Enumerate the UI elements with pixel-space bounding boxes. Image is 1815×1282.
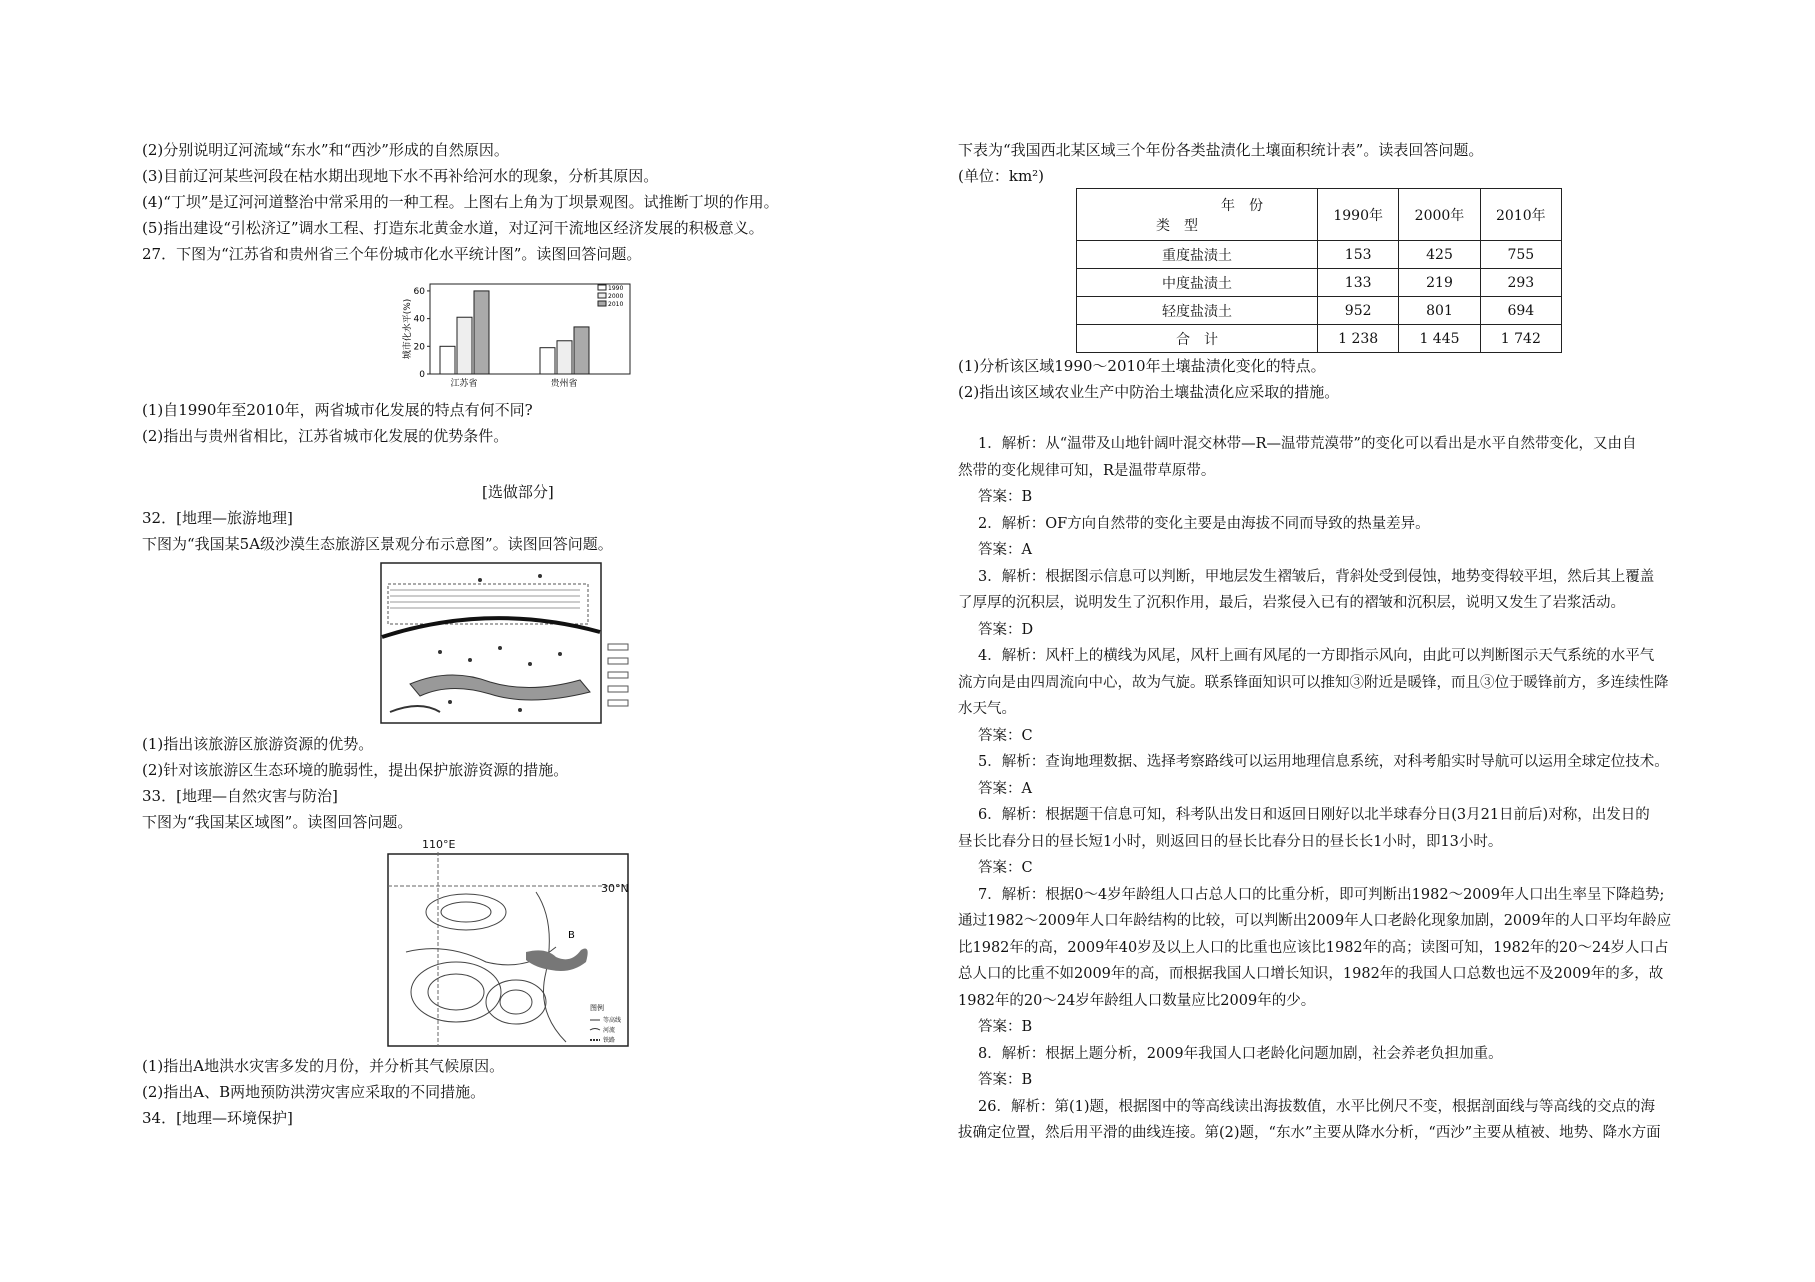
- answer-line: 答案：A: [978, 542, 1032, 558]
- q32-sub1: (1)指出该旅游区旅游资源的优势。: [142, 735, 374, 753]
- category-label: 江苏省: [450, 379, 478, 389]
- cell: 755: [1480, 241, 1561, 269]
- answer-line: 6．解析：根据题干信息可知，科考队出发日和返回日刚好以北半球春分日(3月21日前后)对称，出发日的: [978, 807, 1650, 823]
- cell: 1 445: [1399, 325, 1480, 353]
- cell: 1 742: [1480, 325, 1561, 353]
- answer-line: 3．解析：根据图示信息可以判断，甲地层发生褶皱后，背斜处受到侵蚀，地势变得较平坦，然后其上覆盖: [978, 568, 1655, 585]
- row-label: 重度盐渍土: [1077, 241, 1318, 269]
- answer-line: 5．解析：查询地理数据、选择考察路线可以运用地理信息系统，对科考船实时导航可以运用全球定位技术。: [978, 754, 1669, 770]
- q33-head: 33．[地理—自然灾害与防治]: [142, 787, 338, 805]
- answer-line: 答案：B: [978, 489, 1033, 505]
- answer-line: 水天气。: [958, 701, 1016, 717]
- q26-sub4: (4)“丁坝”是辽河河道整治中常采用的一种工程。上图右上角为丁坝景观图。试推断丁坝的作用。: [142, 193, 779, 211]
- q27-sub1: (1)自1990年至2010年，两省城市化发展的特点有何不同?: [142, 401, 533, 419]
- answer-line: 然带的变化规律可知，R是温带草原带。: [958, 462, 1216, 479]
- table-row: [1077, 241, 1562, 269]
- point-b-label: B: [568, 930, 575, 941]
- bar-2000-0: [457, 317, 472, 374]
- answer-line: 1．解析：从“温带及山地针阔叶混交林带—R—温带荒漠带”的变化可以看出是水平自然带变化，又由自: [978, 436, 1637, 452]
- answer-line: 答案：B: [978, 1019, 1033, 1035]
- answer-line: 4．解析：风杆上的横线为风尾，风杆上画有风尾的一方即指示风向，由此可以判断图示天气系统的水平气: [978, 648, 1655, 664]
- desert-tourism-map: [380, 562, 642, 724]
- q26-sub3: (3)目前辽河某些河段在枯水期出现地下水不再补给河水的现象，分析其原因。: [142, 167, 659, 185]
- year-2000: 2000年: [1399, 189, 1480, 241]
- answer-line: 拔确定位置，然后用平滑的曲线连接。第(2)题，“东水”主要从降水分析，“西沙”主要从植被、地势、降水方面: [958, 1125, 1661, 1141]
- q34-sub2: (2)指出该区域农业生产中防治土壤盐渍化应采取的措施。: [958, 383, 1340, 401]
- answer-line: 答案：D: [978, 621, 1034, 638]
- q34-sub1: (1)分析该区域1990～2010年土壤盐渍化变化的特点。: [958, 357, 1326, 375]
- y-tick-label: 40: [413, 314, 425, 325]
- answer-line: 总人口的比重不如2009年的高，而根据我国人口增长知识，1982年的我国人口总数也远不及2009年的多，故: [958, 966, 1664, 982]
- answer-line: 了厚厚的沉积层，说明发生了沉积作用，最后，岩浆侵入已有的褶皱和沉积层，说明又发生了岩浆活动。: [958, 595, 1625, 611]
- cell: 801: [1399, 297, 1480, 325]
- legend-swatch: [598, 285, 606, 290]
- bar-1990-1: [540, 348, 555, 374]
- y-tick-label: 0: [419, 370, 425, 380]
- cell: 694: [1480, 297, 1561, 325]
- legend-swatch: [598, 293, 606, 298]
- cell: 425: [1399, 241, 1480, 269]
- answer-line: 8．解析：根据上题分析，2009年我国人口老龄化问题加剧，社会养老负担加重。: [978, 1045, 1503, 1062]
- q32-head: 32．[地理—旅游地理]: [142, 509, 293, 527]
- legend-river: 河流: [603, 1027, 616, 1034]
- legend-label: 1990: [608, 285, 624, 292]
- answer-line: 答案：A: [978, 780, 1032, 797]
- bar-1990-0: [440, 346, 455, 374]
- answer-line: 答案：C: [978, 860, 1033, 876]
- q32-intro: 下图为“我国某5A级沙漠生态旅游区景观分布示意图”。读图回答问题。: [142, 535, 613, 553]
- q33-intro: 下图为“我国某区域图”。读图回答问题。: [142, 813, 413, 831]
- latitude-label: 30°N: [601, 882, 629, 895]
- y-tick-label: 20: [413, 342, 425, 353]
- cell: 133: [1318, 269, 1399, 297]
- salinization-table: [1076, 188, 1562, 353]
- longitude-label: 110°E: [422, 838, 456, 851]
- table-row: [1077, 325, 1562, 353]
- q34-intro: 下表为“我国西北某区域三个年份各类盐渍化土壤面积统计表”。读表回答问题。: [958, 141, 1484, 159]
- answer-line: 7．解析：根据0～4岁年龄组人口占总人口的比重分析，即可判断出1982～2009年人口出生率呈下降趋势;: [978, 886, 1665, 903]
- table-row: [1077, 269, 1562, 297]
- row-label: 合 计: [1077, 325, 1318, 353]
- row-label: 轻度盐渍土: [1077, 297, 1318, 325]
- cell: 1 238: [1318, 325, 1399, 353]
- answer-line: 比1982年的高，2009年40岁及以上人口的比重也应该比1982年的高；读图可知，1982年的20～24岁人口占: [958, 939, 1669, 956]
- urbanization-bar-chart: [400, 274, 640, 394]
- cell: 952: [1318, 297, 1399, 325]
- q32-sub2: (2)针对该旅游区生态环境的脆弱性，提出保护旅游资源的措施。: [142, 761, 569, 779]
- year-1990: 1990年: [1318, 189, 1399, 241]
- answer-line: 答案：C: [978, 727, 1033, 744]
- legend-swatch: [598, 301, 606, 306]
- category-label: 贵州省: [550, 379, 578, 389]
- region-map: [386, 838, 648, 1050]
- cell: 153: [1318, 241, 1399, 269]
- legend-railway: 铁路: [603, 1037, 616, 1044]
- table-row: [1077, 297, 1562, 325]
- y-axis-label: 城市化水平(%): [403, 298, 413, 360]
- q33-sub1: (1)指出A地洪水灾害多发的月份，并分析其气候原因。: [142, 1057, 505, 1075]
- legend-contour: 等高线: [603, 1017, 622, 1024]
- answer-line: 26．解析：第(1)题，根据图中的等高线读出海拔数值，水平比例尺不变，根据剖面线与等高线的交点的海: [978, 1098, 1655, 1115]
- answer-line: 1982年的20～24岁年龄组人口数量应比2009年的少。: [958, 992, 1316, 1009]
- q33-sub2: (2)指出A、B两地预防洪涝灾害应采取的不同措施。: [142, 1083, 486, 1101]
- cell: 293: [1480, 269, 1561, 297]
- bar-2010-1: [574, 327, 589, 374]
- q26-sub2: (2)分别说明辽河流域“东水”和“西沙”形成的自然原因。: [142, 141, 509, 159]
- answer-line: 流方向是由四周流向中心，故为气旋。联系锋面知识可以推知③附近是暖锋，而且③位于暖锋前方，多连续性降: [958, 674, 1669, 691]
- cell: 219: [1399, 269, 1480, 297]
- answer-line: 昼长比春分日的昼长短1小时，则返回日的昼长比春分日的昼长长1小时，即13小时。: [958, 833, 1503, 850]
- answer-line: 通过1982～2009年人口年龄结构的比较，可以判断出2009年人口老龄化现象加剧，2009年的人口平均年龄应: [958, 913, 1672, 929]
- q27-intro: 27．下图为“江苏省和贵州省三个年份城市化水平统计图”。读图回答问题。: [142, 245, 642, 263]
- q26-sub5: (5)指出建设“引松济辽”调水工程、打造东北黄金水道，对辽河干流地区经济发展的积极意义。: [142, 219, 764, 237]
- table-unit: (单位：km²): [958, 167, 1045, 185]
- answer-line: 2．解析：OF方向自然带的变化主要是由海拔不同而导致的热量差异。: [978, 515, 1430, 532]
- bar-2000-1: [557, 341, 572, 374]
- q34-head: 34．[地理—环境保护]: [142, 1109, 293, 1127]
- row-label: 中度盐渍土: [1077, 269, 1318, 297]
- legend-title: 图例: [590, 1004, 604, 1012]
- bar-2010-0: [474, 291, 489, 374]
- answer-line: 答案：B: [978, 1072, 1033, 1088]
- q27-sub2: (2)指出与贵州省相比，江苏省城市化发展的优势条件。: [142, 427, 509, 445]
- y-tick-label: 60: [413, 286, 425, 297]
- year-2010: 2010年: [1480, 189, 1561, 241]
- legend-label: 2010: [608, 301, 624, 308]
- legend-label: 2000: [608, 293, 624, 300]
- table-header-corner: 年 份 类 型: [1077, 189, 1318, 241]
